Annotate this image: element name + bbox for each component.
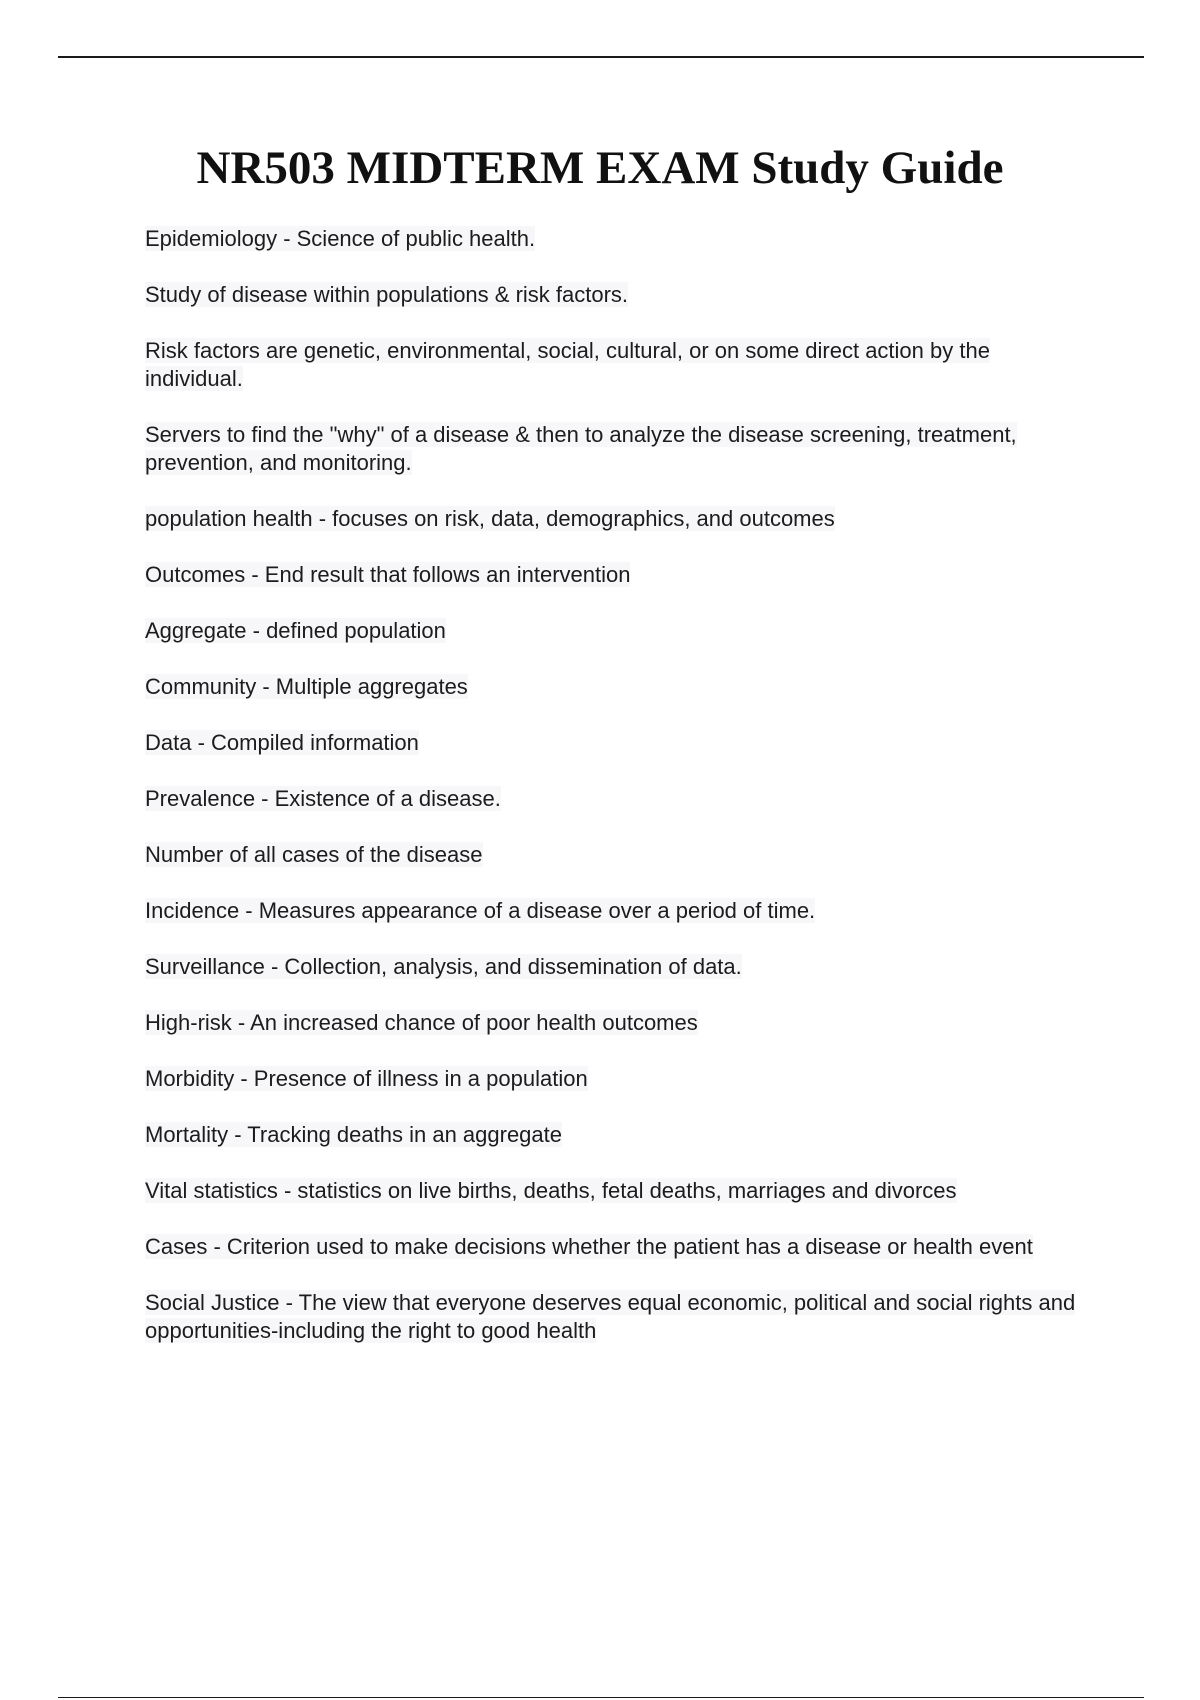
entry-data: Data - Compiled information: [145, 730, 419, 755]
entry-servers-why: Servers to find the "why" of a disease & then to analyze the disease screening, treatment, prevention, and monitoring.: [145, 422, 1017, 475]
entry-cases: Cases - Criterion used to make decisions whether the patient has a disease or health event: [145, 1234, 1033, 1259]
entry-outcomes: Outcomes - End result that follows an intervention: [145, 562, 631, 587]
entry-list: [145, 225, 1085, 1373]
entry-epidemiology: Epidemiology - Science of public health.: [145, 226, 536, 251]
entry-study-of-disease: Study of disease within populations & risk factors.: [145, 282, 629, 307]
entry-population-health: population health - focuses on risk, data, demographics, and outcomes: [145, 506, 835, 531]
entry-prevalence: Prevalence - Existence of a disease.: [145, 786, 501, 811]
entry-vital-statistics: Vital statistics - statistics on live births, deaths, fetal deaths, marriages and divorces: [145, 1178, 957, 1203]
entry-social-justice: Social Justice - The view that everyone deserves equal economic, political and social rights and opportunities-including the right to good health: [145, 1290, 1076, 1343]
entry-morbidity: Morbidity - Presence of illness in a population: [145, 1066, 588, 1091]
entry-aggregate: Aggregate - defined population: [145, 618, 446, 643]
entry-number-of-cases: Number of all cases of the disease: [145, 842, 483, 867]
page-title: NR503 MIDTERM EXAM Study Guide: [196, 142, 1004, 194]
entry-surveillance: Surveillance - Collection, analysis, and dissemination of data.: [145, 954, 742, 979]
entry-incidence: Incidence - Measures appearance of a disease over a period of time.: [145, 898, 816, 923]
bottom-divider: [58, 1697, 1144, 1698]
entry-mortality: Mortality - Tracking deaths in an aggregate: [145, 1122, 563, 1147]
top-divider: [58, 56, 1144, 58]
entry-community: Community - Multiple aggregates: [145, 674, 468, 699]
entry-high-risk: High-risk - An increased chance of poor health outcomes: [145, 1010, 698, 1035]
entry-risk-factors: Risk factors are genetic, environmental, social, cultural, or on some direct action by the individual.: [145, 338, 990, 391]
